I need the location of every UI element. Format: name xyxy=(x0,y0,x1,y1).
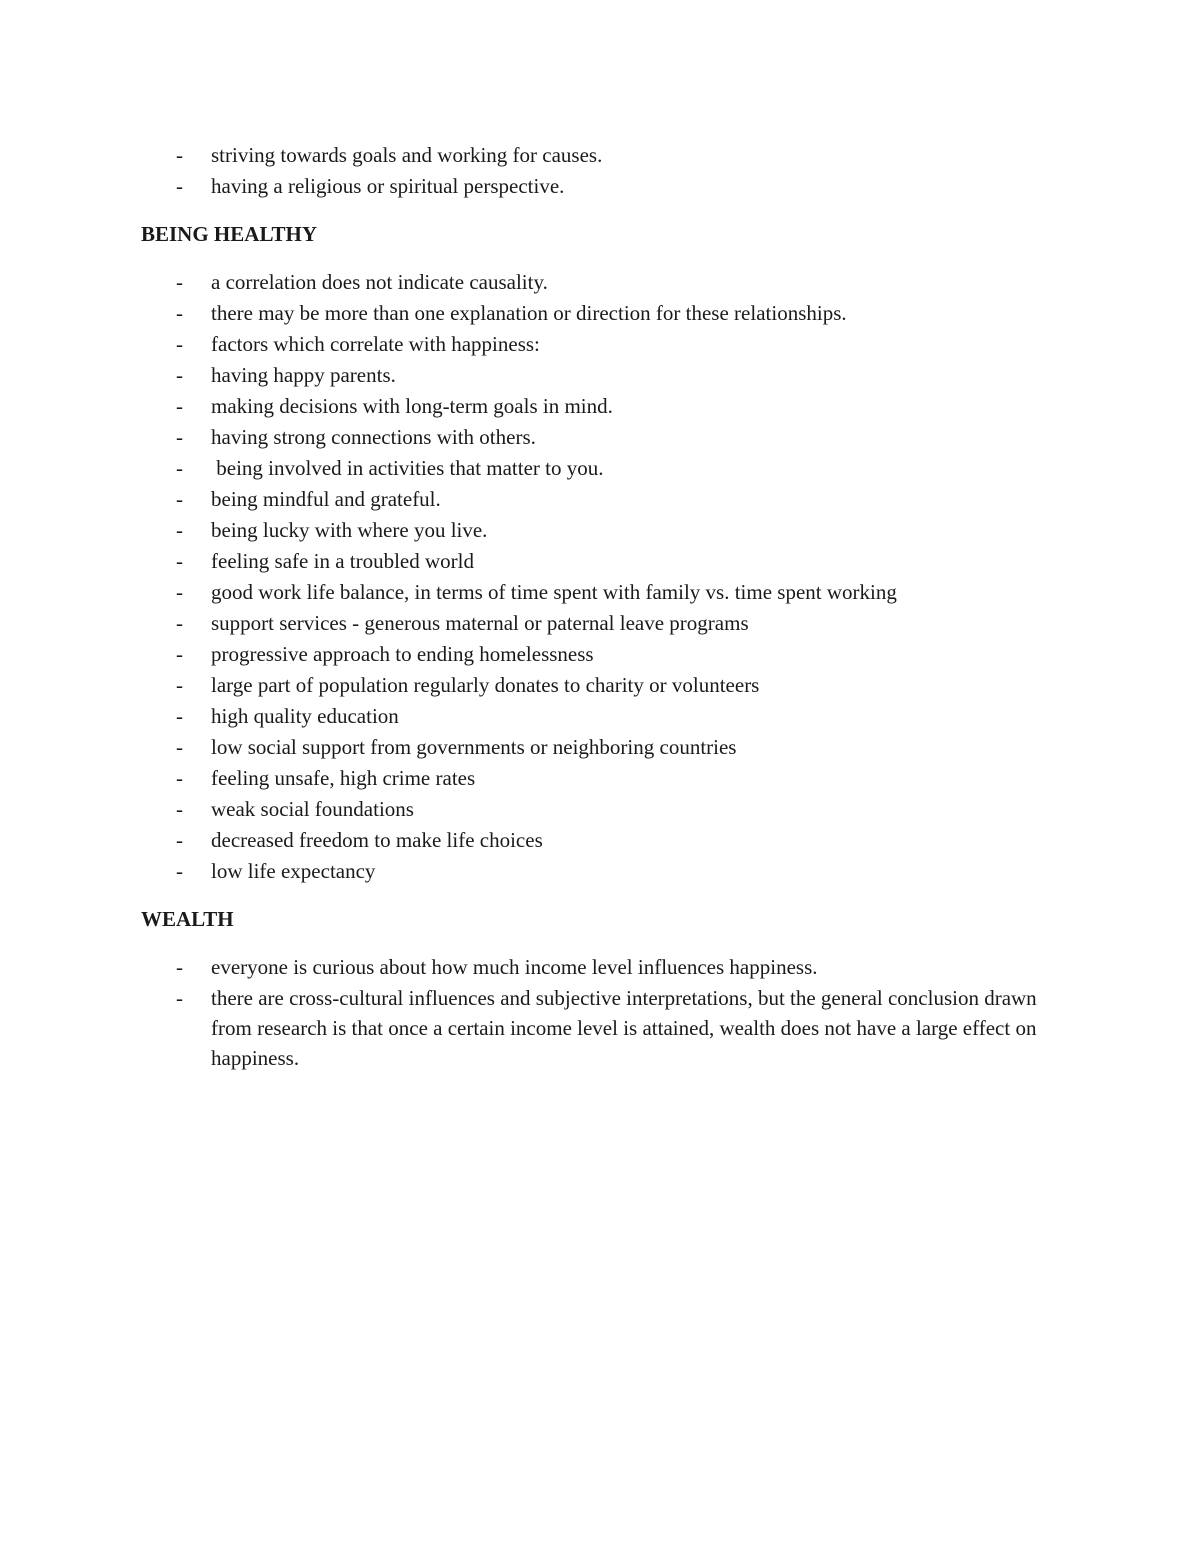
list-item: - there are cross-cultural influences and subjective interpretations, but the general conclusion drawn from research is that once a certain income level is attained, wealth does not have a large effect on happiness. xyxy=(141,983,1041,1073)
list-item: - being lucky with where you live. xyxy=(141,515,1041,546)
bullet-dash: - xyxy=(176,394,183,418)
list-item: - weak social foundations xyxy=(141,794,1041,825)
bullet-dash: - xyxy=(176,487,183,511)
bullet-dash: - xyxy=(176,766,183,790)
list-item: - progressive approach to ending homelessness xyxy=(141,639,1041,670)
list-item: - decreased freedom to make life choices xyxy=(141,825,1041,856)
bullet-dash: - xyxy=(176,363,183,387)
bullet-dash: - xyxy=(176,143,183,167)
being-healthy-list xyxy=(141,267,1041,887)
section-heading-wealth: WEALTH xyxy=(141,907,234,931)
section-heading-being-healthy: BEING HEALTHY xyxy=(141,222,318,246)
list-item: - low life expectancy xyxy=(141,856,1041,887)
bullet-dash: - xyxy=(176,456,183,480)
list-item: - factors which correlate with happiness: xyxy=(141,329,1041,360)
list-item: - striving towards goals and working for causes. xyxy=(141,140,1041,171)
bullet-dash: - xyxy=(176,518,183,542)
bullet-dash: - xyxy=(176,859,183,883)
list-item: - having strong connections with others. xyxy=(141,422,1041,453)
bullet-dash: - xyxy=(176,704,183,728)
wealth-list xyxy=(141,952,1041,1073)
top-bullet-list xyxy=(141,140,1041,202)
bullet-dash: - xyxy=(176,332,183,356)
bullet-dash: - xyxy=(176,986,183,1010)
list-item: - feeling safe in a troubled world xyxy=(141,546,1041,577)
list-item: - there may be more than one explanation or direction for these relationships. xyxy=(141,298,1041,329)
list-item: - feeling unsafe, high crime rates xyxy=(141,763,1041,794)
bullet-dash: - xyxy=(176,797,183,821)
list-item: - large part of population regularly donates to charity or volunteers xyxy=(141,670,1041,701)
list-item: - a correlation does not indicate causality. xyxy=(141,267,1041,298)
bullet-dash: - xyxy=(176,611,183,635)
bullet-dash: - xyxy=(176,955,183,979)
bullet-dash: - xyxy=(176,270,183,294)
bullet-dash: - xyxy=(176,301,183,325)
list-item: - support services - generous maternal or paternal leave programs xyxy=(141,608,1041,639)
list-item: - having happy parents. xyxy=(141,360,1041,391)
list-item: - good work life balance, in terms of time spent with family vs. time spent working xyxy=(141,577,1041,608)
bullet-dash: - xyxy=(176,425,183,449)
bullet-dash: - xyxy=(176,174,183,198)
bullet-dash: - xyxy=(176,828,183,852)
bullet-dash: - xyxy=(176,580,183,604)
list-item: - being mindful and grateful. xyxy=(141,484,1041,515)
bullet-dash: - xyxy=(176,673,183,697)
list-item: - everyone is curious about how much income level influences happiness. xyxy=(141,952,1041,983)
bullet-dash: - xyxy=(176,642,183,666)
bullet-dash: - xyxy=(176,549,183,573)
list-item: - high quality education xyxy=(141,701,1041,732)
list-item: - having a religious or spiritual perspective. xyxy=(141,171,1041,202)
list-item: - low social support from governments or neighboring countries xyxy=(141,732,1041,763)
list-item: - making decisions with long-term goals in mind. xyxy=(141,391,1041,422)
list-item: - being involved in activities that matter to you. xyxy=(141,453,1041,484)
bullet-dash: - xyxy=(176,735,183,759)
document-body xyxy=(141,140,1041,1073)
